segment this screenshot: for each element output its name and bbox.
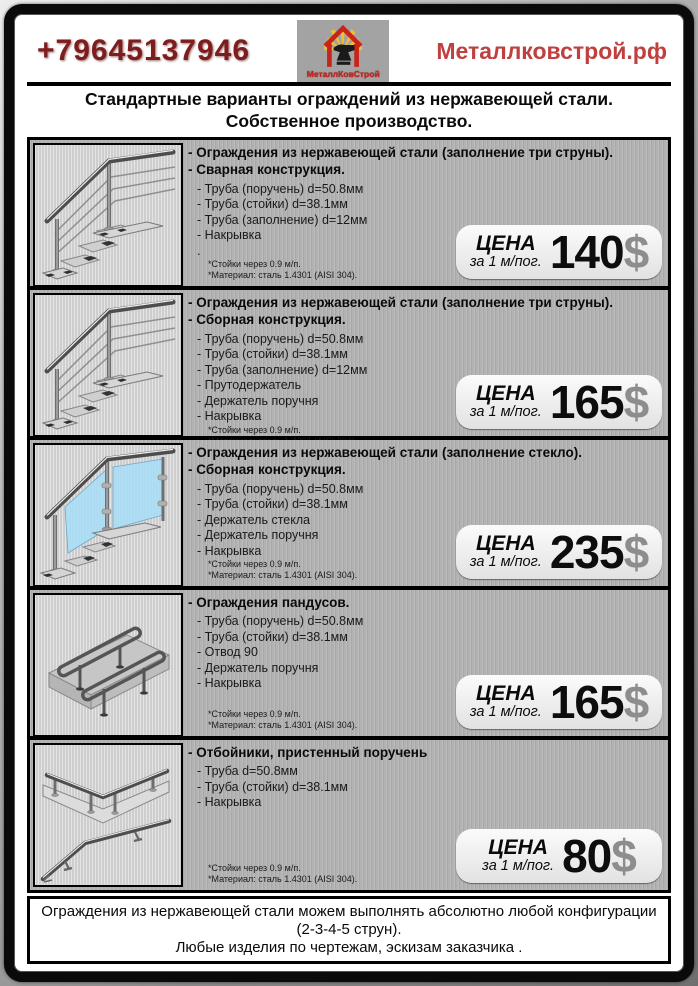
product-footnote-line: *Стойки через 0.9 м/п. [208,259,301,270]
price-unit: за 1 м/пог. [469,554,542,571]
product-footnote-line: *Стойки через 0.9 м/п. [208,862,301,873]
product-title-line: - Ограждения из нержавеющей стали (заполнение три струны). [188,144,614,160]
product-spec-line: - Держатель стекла [197,512,311,527]
price-badge-4 [456,675,662,729]
company-logo [297,20,389,82]
header [27,20,671,82]
product-spec-line: - Держатель поручня [197,528,319,543]
price-caption-block [470,233,542,270]
product-footnote-line: *Материал: сталь 1.4301 (AISI 304). [208,719,358,730]
product-spec-line: - Труба (стойки) d=38.1мм [197,197,348,212]
product-spec-line: - Труба (стойки) d=38.1мм [197,347,348,362]
product-title-line: - Сборная конструкция. [188,312,346,328]
product-footnote-line: *Стойки через 0.9 м/п. [208,424,301,435]
product-spec-line: - Накрывка [197,795,262,810]
ramp-railing-drawing [35,595,181,735]
product-spec-line: - Труба d=50.8мм [197,764,298,779]
product-footnote-line: *Материал: сталь 1.4301 (AISI 304). [208,270,358,281]
product-row-4 [30,590,668,740]
product-spec-line: - Накрывка [197,676,262,691]
page-title-line1: Стандартные варианты ограждений из нержавеющей стали. [84,89,613,109]
product-spec-line: - Труба (заполнение) d=12мм [197,362,368,377]
product-title-line: - Ограждения из нержавеющей стали (заполнение стекло). [188,444,582,460]
price-currency: $ [623,375,649,428]
price-value [549,375,649,428]
product-footnote-line: *Стойки через 0.9 м/п. [208,559,301,570]
product-spec-line: - Отвод 90 [197,645,258,660]
product-titles [188,294,664,329]
product-titles [188,594,664,612]
price-value [549,525,649,578]
price-number: 235 [549,525,624,578]
glass-railing-drawing [35,445,181,585]
product-row-3 [30,440,668,590]
product-image-2 [33,293,183,437]
product-spec-line: - Труба (стойки) d=38.1мм [197,497,348,512]
price-caption: ЦЕНА [476,682,536,706]
bumper-wall-handrail-drawing [35,745,181,885]
price-value [562,829,636,882]
price-unit: за 1 м/пог. [469,404,542,421]
footer-line1: Ограждения из нержавеющей стали можем выполнять абсолютно любой конфигурации (2-3-4-5 струн). [41,902,657,938]
price-caption-block [470,383,542,420]
product-row-2 [30,290,668,440]
price-caption-block [482,837,554,874]
product-spec-line: - Труба (стойки) d=38.1мм [197,629,348,644]
product-title-line: - Отбойники, пристенный поручень [188,744,428,760]
phone-number: +79645137946 [37,34,251,67]
product-row-1 [30,140,668,290]
product-spec-line: - Труба (заполнение) d=12мм [197,212,368,227]
product-spec-line: - Держатель поручня [197,393,319,408]
product-spec-line: - Держатель поручня [197,660,319,675]
product-footnote-line: *Стойки через 0.9 м/п. [208,708,301,719]
footer-line2: Любые изделия по чертежам, эскизам заказчика . [175,938,523,956]
product-specs [197,764,664,811]
product-image-3 [33,443,183,587]
price-number: 165 [549,375,624,428]
product-spec-line: - Труба (поручень) d=50.8мм [197,331,364,346]
product-titles [188,744,664,762]
stair-railing-three-strings-drawing [35,145,181,285]
product-image-1 [33,143,183,287]
flyer-frame [4,4,694,982]
price-unit: за 1 м/пог. [482,858,555,875]
price-badge-3 [456,525,662,579]
product-row-5 [30,740,668,890]
product-table [27,137,671,893]
product-footnote-line: *Материал: сталь 1.4301 (AISI 304). [208,873,358,884]
product-titles [188,444,664,479]
product-image-4 [33,593,183,737]
price-caption: ЦЕНА [476,382,536,406]
price-number: 140 [549,225,624,278]
page-title [27,86,671,137]
house-anvil-icon [320,23,366,69]
product-title-line: - Ограждения из нержавеющей стали (заполнение три струны). [188,294,614,310]
price-currency: $ [623,675,649,728]
logo-text: МеталлКовСтрой [306,69,380,80]
price-currency: $ [623,225,649,278]
product-spec-line: . [197,243,201,258]
product-title-line: - Сборная конструкция. [188,462,346,478]
price-unit: за 1 м/пог. [469,704,542,721]
product-spec-line: - Накрывка [197,543,262,558]
price-caption-block [470,683,542,720]
product-spec-line: - Труба (поручень) d=50.8мм [197,614,364,629]
price-caption: ЦЕНА [488,836,548,860]
product-spec-line: - Прутодержатель [197,378,302,393]
product-spec-line: - Накрывка [197,409,262,424]
price-value [549,225,649,278]
product-spec-line: - Труба (поручень) d=50.8мм [197,481,364,496]
page-title-line2: Собственное производство. [225,110,473,131]
price-currency: $ [623,525,649,578]
price-badge-5 [456,829,662,883]
price-badge-1 [456,225,662,279]
product-spec-line: - Труба (стойки) d=38.1мм [197,779,348,794]
product-spec-line: - Накрывка [197,228,262,243]
product-titles [188,144,664,179]
price-currency: $ [611,829,636,882]
product-footnote-line: *Материал: сталь 1.4301 (AISI 304). [208,570,358,581]
product-title-line: - Сварная конструкция. [188,162,345,178]
price-number: 80 [562,829,612,882]
price-value [549,675,649,728]
product-spec-line: - Труба (поручень) d=50.8мм [197,181,364,196]
price-number: 165 [549,675,624,728]
price-caption-block [470,533,542,570]
footer-note [27,896,671,964]
website-text: Металлковстрой.рф [436,37,667,64]
price-caption: ЦЕНА [476,232,536,256]
price-badge-2 [456,375,662,429]
product-image-5 [33,743,183,887]
price-unit: за 1 м/пог. [469,254,542,271]
price-caption: ЦЕНА [476,532,536,556]
stair-railing-three-strings-drawing [35,295,181,435]
product-title-line: - Ограждения пандусов. [188,594,350,610]
